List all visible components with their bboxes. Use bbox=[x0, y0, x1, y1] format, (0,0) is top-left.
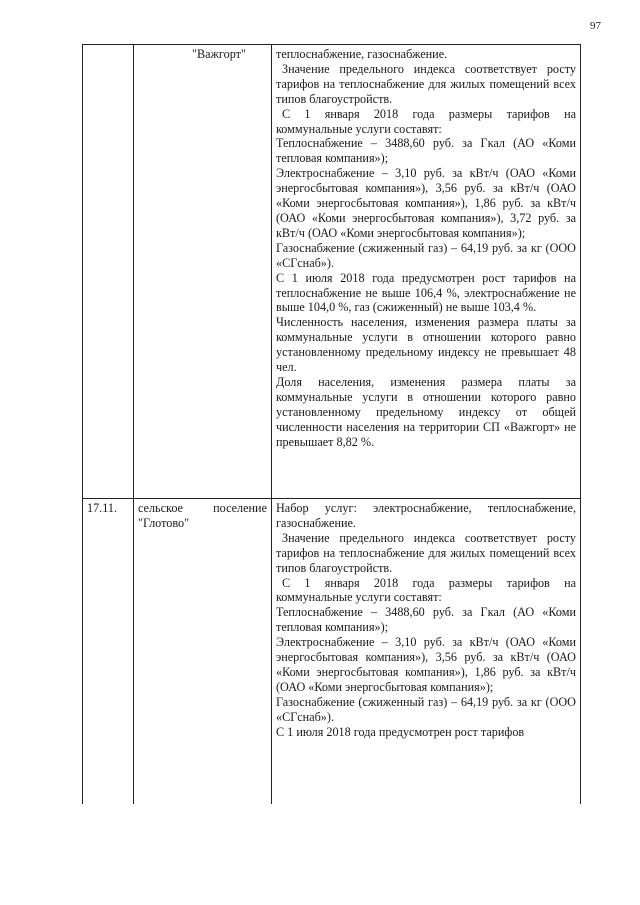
paragraph: Доля населения, изменения размера платы за коммунальные услуги в отношении которого равно установленному предельному индексу от общей численности населения на территории СП «Важгорт» не превышает 8,82 %. bbox=[276, 374, 576, 449]
paragraph: Теплоснабжение – 3488,60 руб. за Гкал (АО «Коми тепловая компания»); bbox=[276, 605, 576, 635]
paragraph: Газоснабжение (сжиженный газ) – 64,19 руб. за кг (ООО «СГснаб»). bbox=[276, 240, 576, 270]
settlement-name-line: сельское поселение bbox=[138, 501, 267, 515]
description-cell bbox=[272, 45, 581, 499]
table-row bbox=[83, 499, 581, 805]
settlement-name-line: "Важгорт" bbox=[192, 47, 246, 61]
row-number: 17.11. bbox=[87, 501, 118, 515]
paragraph: Теплоснабжение – 3488,60 руб. за Гкал (АО «Коми тепловая компания»); bbox=[276, 136, 576, 166]
paragraph: Газоснабжение (сжиженный газ) – 64,19 руб. за кг (ООО «СГснаб»). bbox=[276, 694, 576, 724]
paragraph: С 1 июля 2018 года предусмотрен рост тарифов bbox=[276, 724, 525, 739]
paragraph: С 1 января 2018 года размеры тарифов на коммунальные услуги составят: bbox=[276, 106, 576, 136]
paragraph: теплоснабжение, газоснабжение. bbox=[276, 47, 448, 61]
row-number-cell bbox=[83, 499, 134, 805]
row-number-cell bbox=[83, 45, 134, 499]
settlement-name-cell bbox=[134, 45, 272, 499]
paragraph: Электроснабжение – 3,10 руб. за кВт/ч (ОАО «Коми энергосбытовая компания»), 3,56 руб. за кВт/ч (ОАО «Коми энергосбытовая компания»), 1,86 руб. за кВт/ч (ОАО «Коми энергосбытовая компания»); bbox=[276, 635, 576, 694]
paragraph: Набор услуг: электроснабжение, теплоснабжение, газоснабжение. bbox=[276, 501, 576, 530]
tariff-table bbox=[82, 44, 581, 804]
page-number: 97 bbox=[590, 20, 601, 32]
paragraph: Значение предельного индекса соответствует росту тарифов на теплоснабжение для жилых помещений всех типов благоустройств. bbox=[276, 530, 576, 575]
settlement-name-line: "Глотово" bbox=[138, 515, 190, 530]
paragraph: С 1 января 2018 года размеры тарифов на коммунальные услуги составят: bbox=[276, 575, 576, 605]
paragraph: С 1 июля 2018 года предусмотрен рост тарифов на теплоснабжение не выше 106,4 %, электроснабжение не выше 104,0 %, газ (сжиженный) не выше 103,4 %. bbox=[276, 270, 576, 315]
settlement-name-cell bbox=[134, 499, 272, 805]
description-cell bbox=[272, 499, 581, 805]
paragraph: Численность населения, изменения размера платы за коммунальные услуги в отношении которого равно установленному предельному индексу не превышает 48 чел. bbox=[276, 315, 576, 375]
paragraph: Значение предельного индекса соответствует росту тарифов на теплоснабжение для жилых помещений всех типов благоустройств. bbox=[276, 61, 576, 106]
table-row bbox=[83, 45, 581, 499]
paragraph: Электроснабжение – 3,10 руб. за кВт/ч (ОАО «Коми энергосбытовая компания»), 3,56 руб. за кВт/ч (ОАО «Коми энергосбытовая компания»), 1,86 руб. за кВт/ч (ОАО «Коми энергосбытовая компания»), 3,72 руб. за кВт/ч (ОАО «Коми энергосбытовая компания»); bbox=[276, 166, 576, 240]
